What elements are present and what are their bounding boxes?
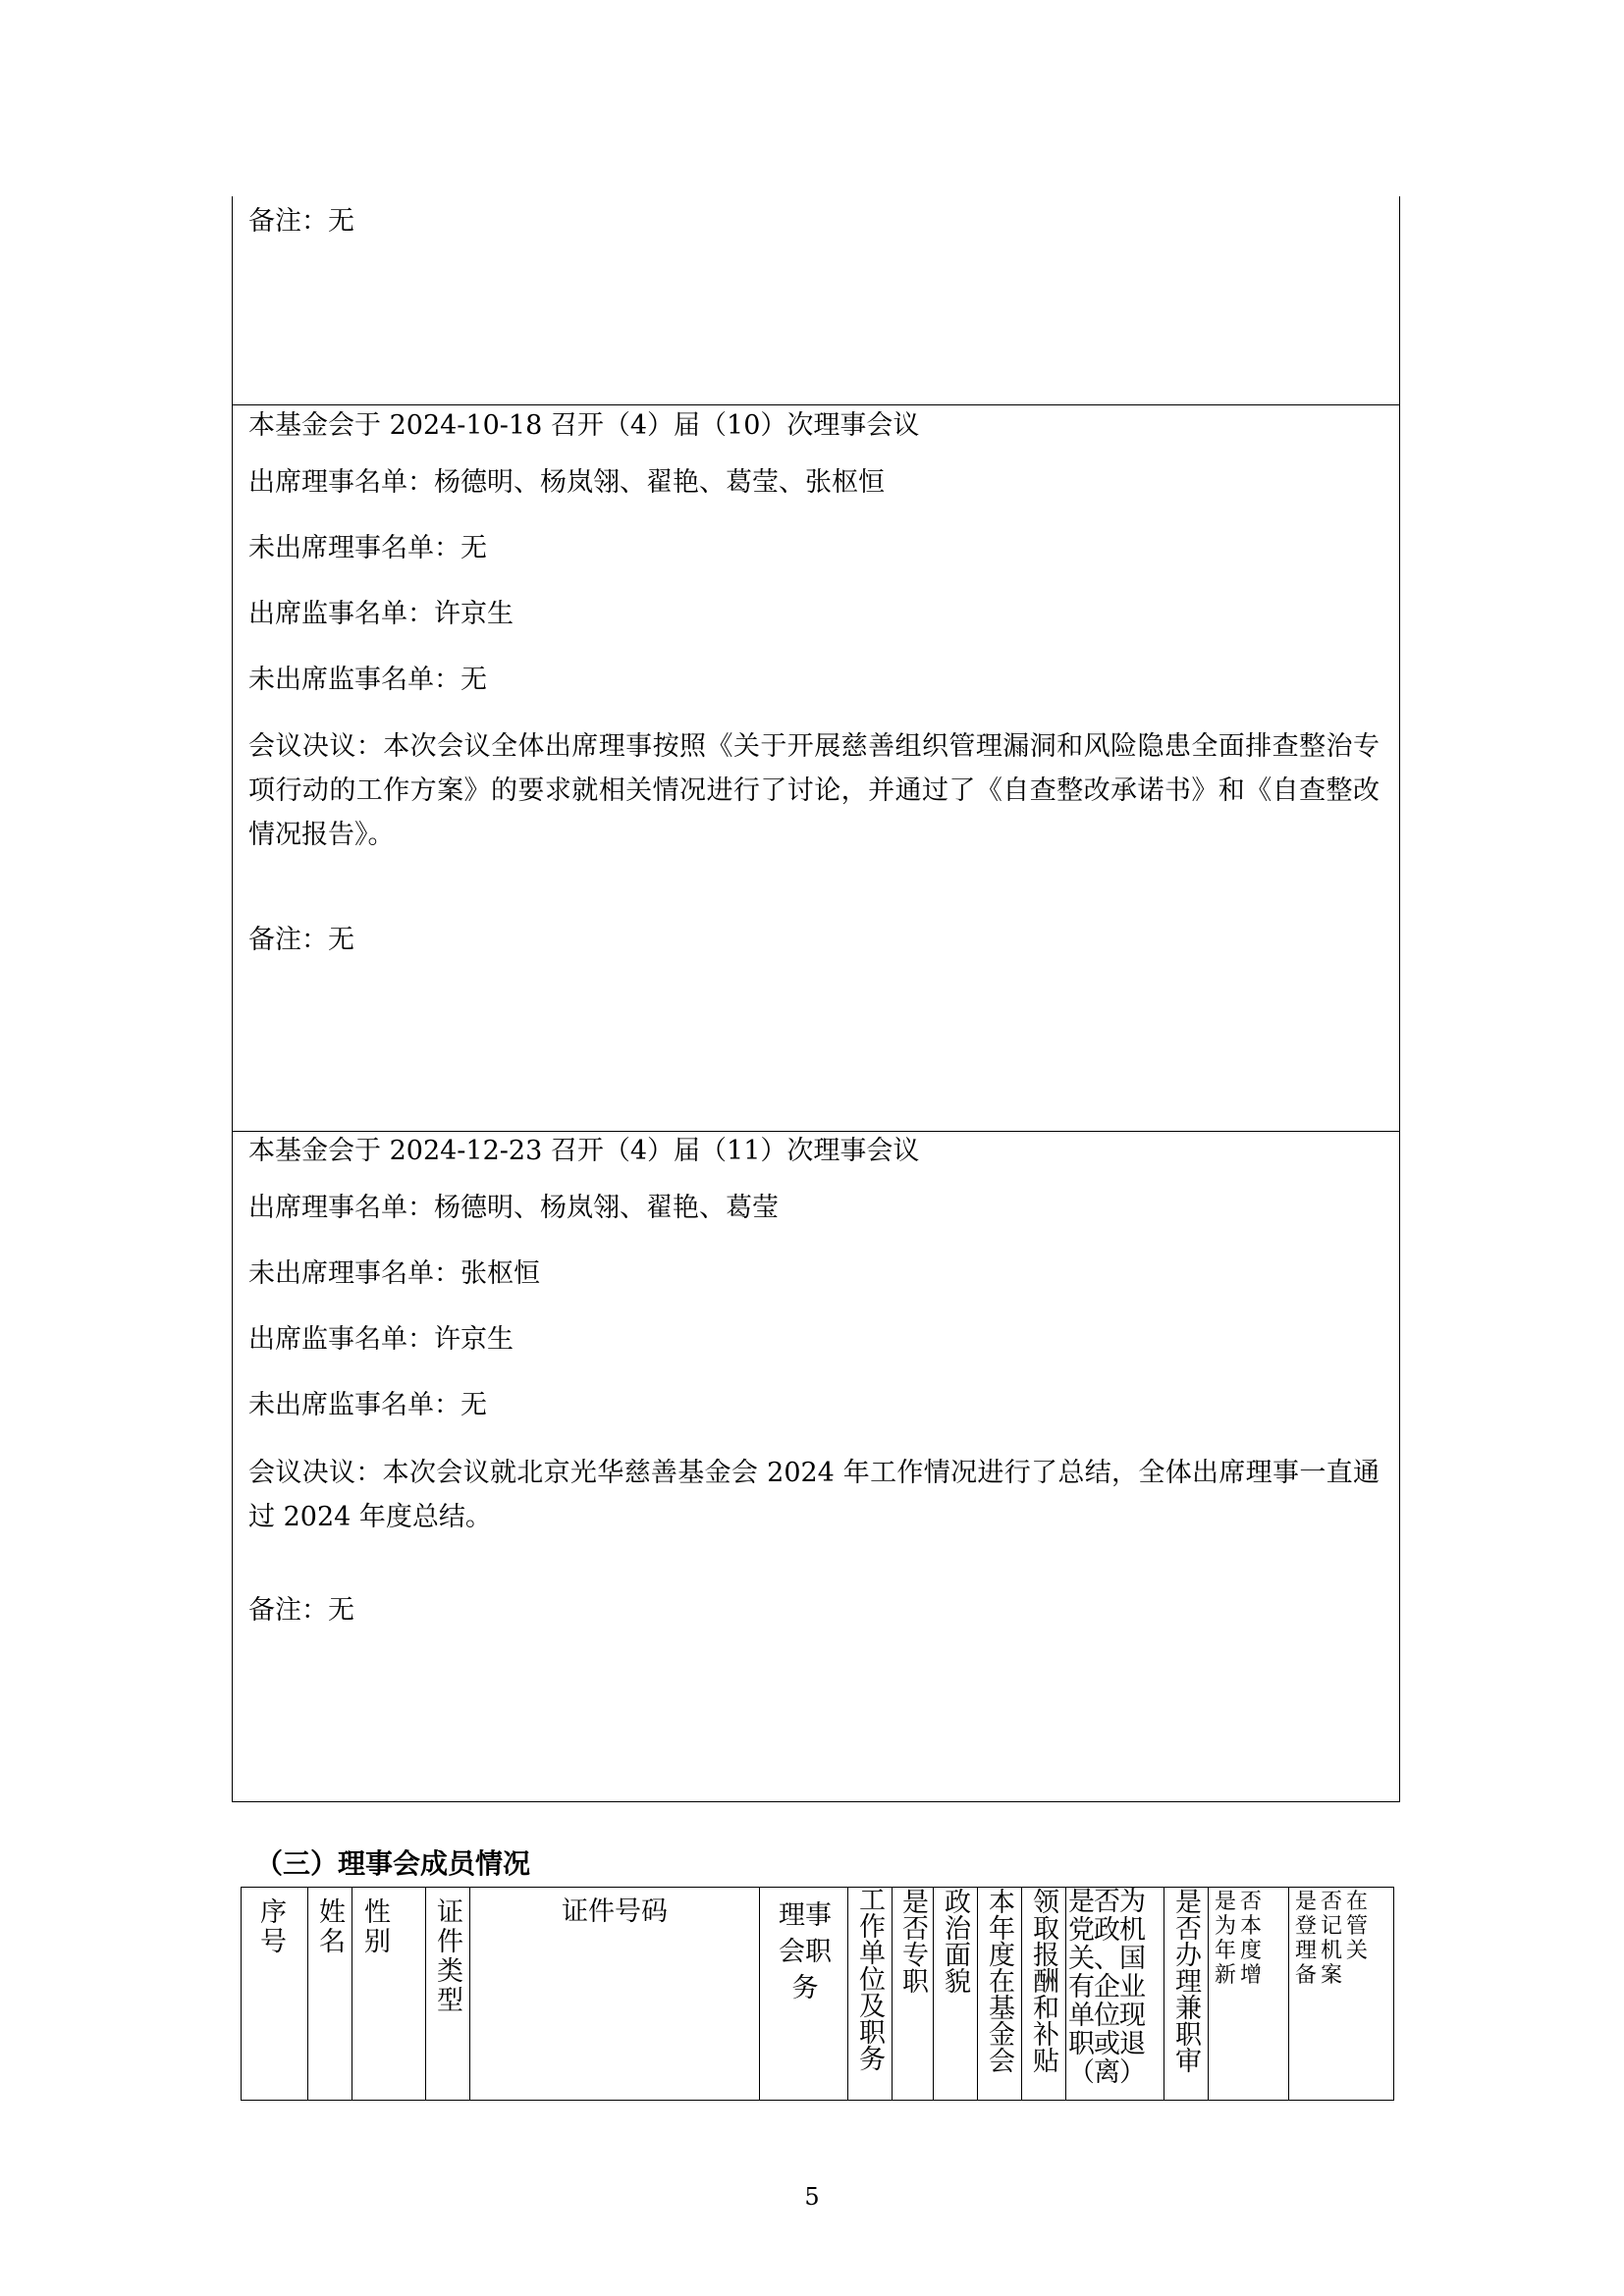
header-cell-filed-with-authority: 是否在登记管理机关备案 [1295,1890,1373,1988]
header-cell-full-time: 是否专职 [893,1888,934,2100]
header-cell-index: 序号 [242,1888,308,2100]
attended-supervisors: 出席监事名单：许京生 [248,599,514,629]
note-text: 备注：无 [248,206,354,237]
meeting-resolution: 会议决议：本次会议就北京光华慈善基金会 2024 年工作情况进行了总结，全体出席理事一直通过 2024 年度总结。 [248,1458,1380,1532]
header-cell-gender: 性别 [352,1888,426,2100]
attended-directors: 出席理事名单：杨德明、杨岚翎、翟艳、葛莹 [248,1193,779,1223]
absent-directors: 未出席理事名单：无 [248,533,487,563]
meeting-block-3 [233,1131,1399,1803]
header-cell-party-state-post: 是否为党政机关、国有企业单位现职或退（离） [1066,1888,1164,2100]
header-cell-id-type: 证件类型 [426,1888,470,2100]
meeting-block-1 [233,196,1399,404]
header-cell-in-foundation: 本年度在基金会 [978,1888,1022,2100]
absent-supervisors: 未出席监事名单：无 [248,1390,487,1420]
absent-supervisors: 未出席监事名单：无 [248,665,487,695]
meeting-records-table [232,196,1400,1802]
meeting-heading: 本基金会于 2024-12-23 召开（4）届（11）次理事会议 [248,1136,920,1166]
absent-directors: 未出席理事名单：张枢恒 [248,1258,540,1289]
meeting-resolution: 会议决议：本次会议全体出席理事按照《关于开展慈善组织管理漏洞和风险隐患全面排查整治专项行动的工作方案》的要求就相关情况进行了讨论，并通过了《自查整改承诺书》和《自查整改情况报告》。 [248,731,1380,850]
board-members-table [241,1887,1394,2101]
attended-directors: 出席理事名单：杨德明、杨岚翎、翟艳、葛莹、张枢恒 [248,467,885,498]
header-cell-political-status: 政治面貌 [934,1888,978,2100]
header-cell-id-number: 证件号码 [470,1888,760,2100]
header-cell-work-unit: 工作单位及职务 [848,1888,893,2100]
page-number: 5 [804,2183,820,2211]
header-cell-compensation: 领取报酬和补贴 [1022,1888,1066,2100]
header-cell-name: 姓名 [308,1888,352,2100]
note-text: 备注：无 [248,1595,354,1626]
header-cell-part-time-approval: 是否办理兼职审 [1164,1888,1209,2100]
meeting-block-2 [233,404,1399,1132]
section-title: （三）理事会成员情况 [255,1847,531,1880]
meeting-heading: 本基金会于 2024-10-18 召开（4）届（10）次理事会议 [248,410,920,441]
attended-supervisors: 出席监事名单：许京生 [248,1324,514,1355]
header-cell-board-position: 理事会职务 [760,1888,848,2100]
note-text: 备注：无 [248,925,354,955]
header-cell-new-this-year: 是否为本年度新增 [1209,1888,1289,2100]
